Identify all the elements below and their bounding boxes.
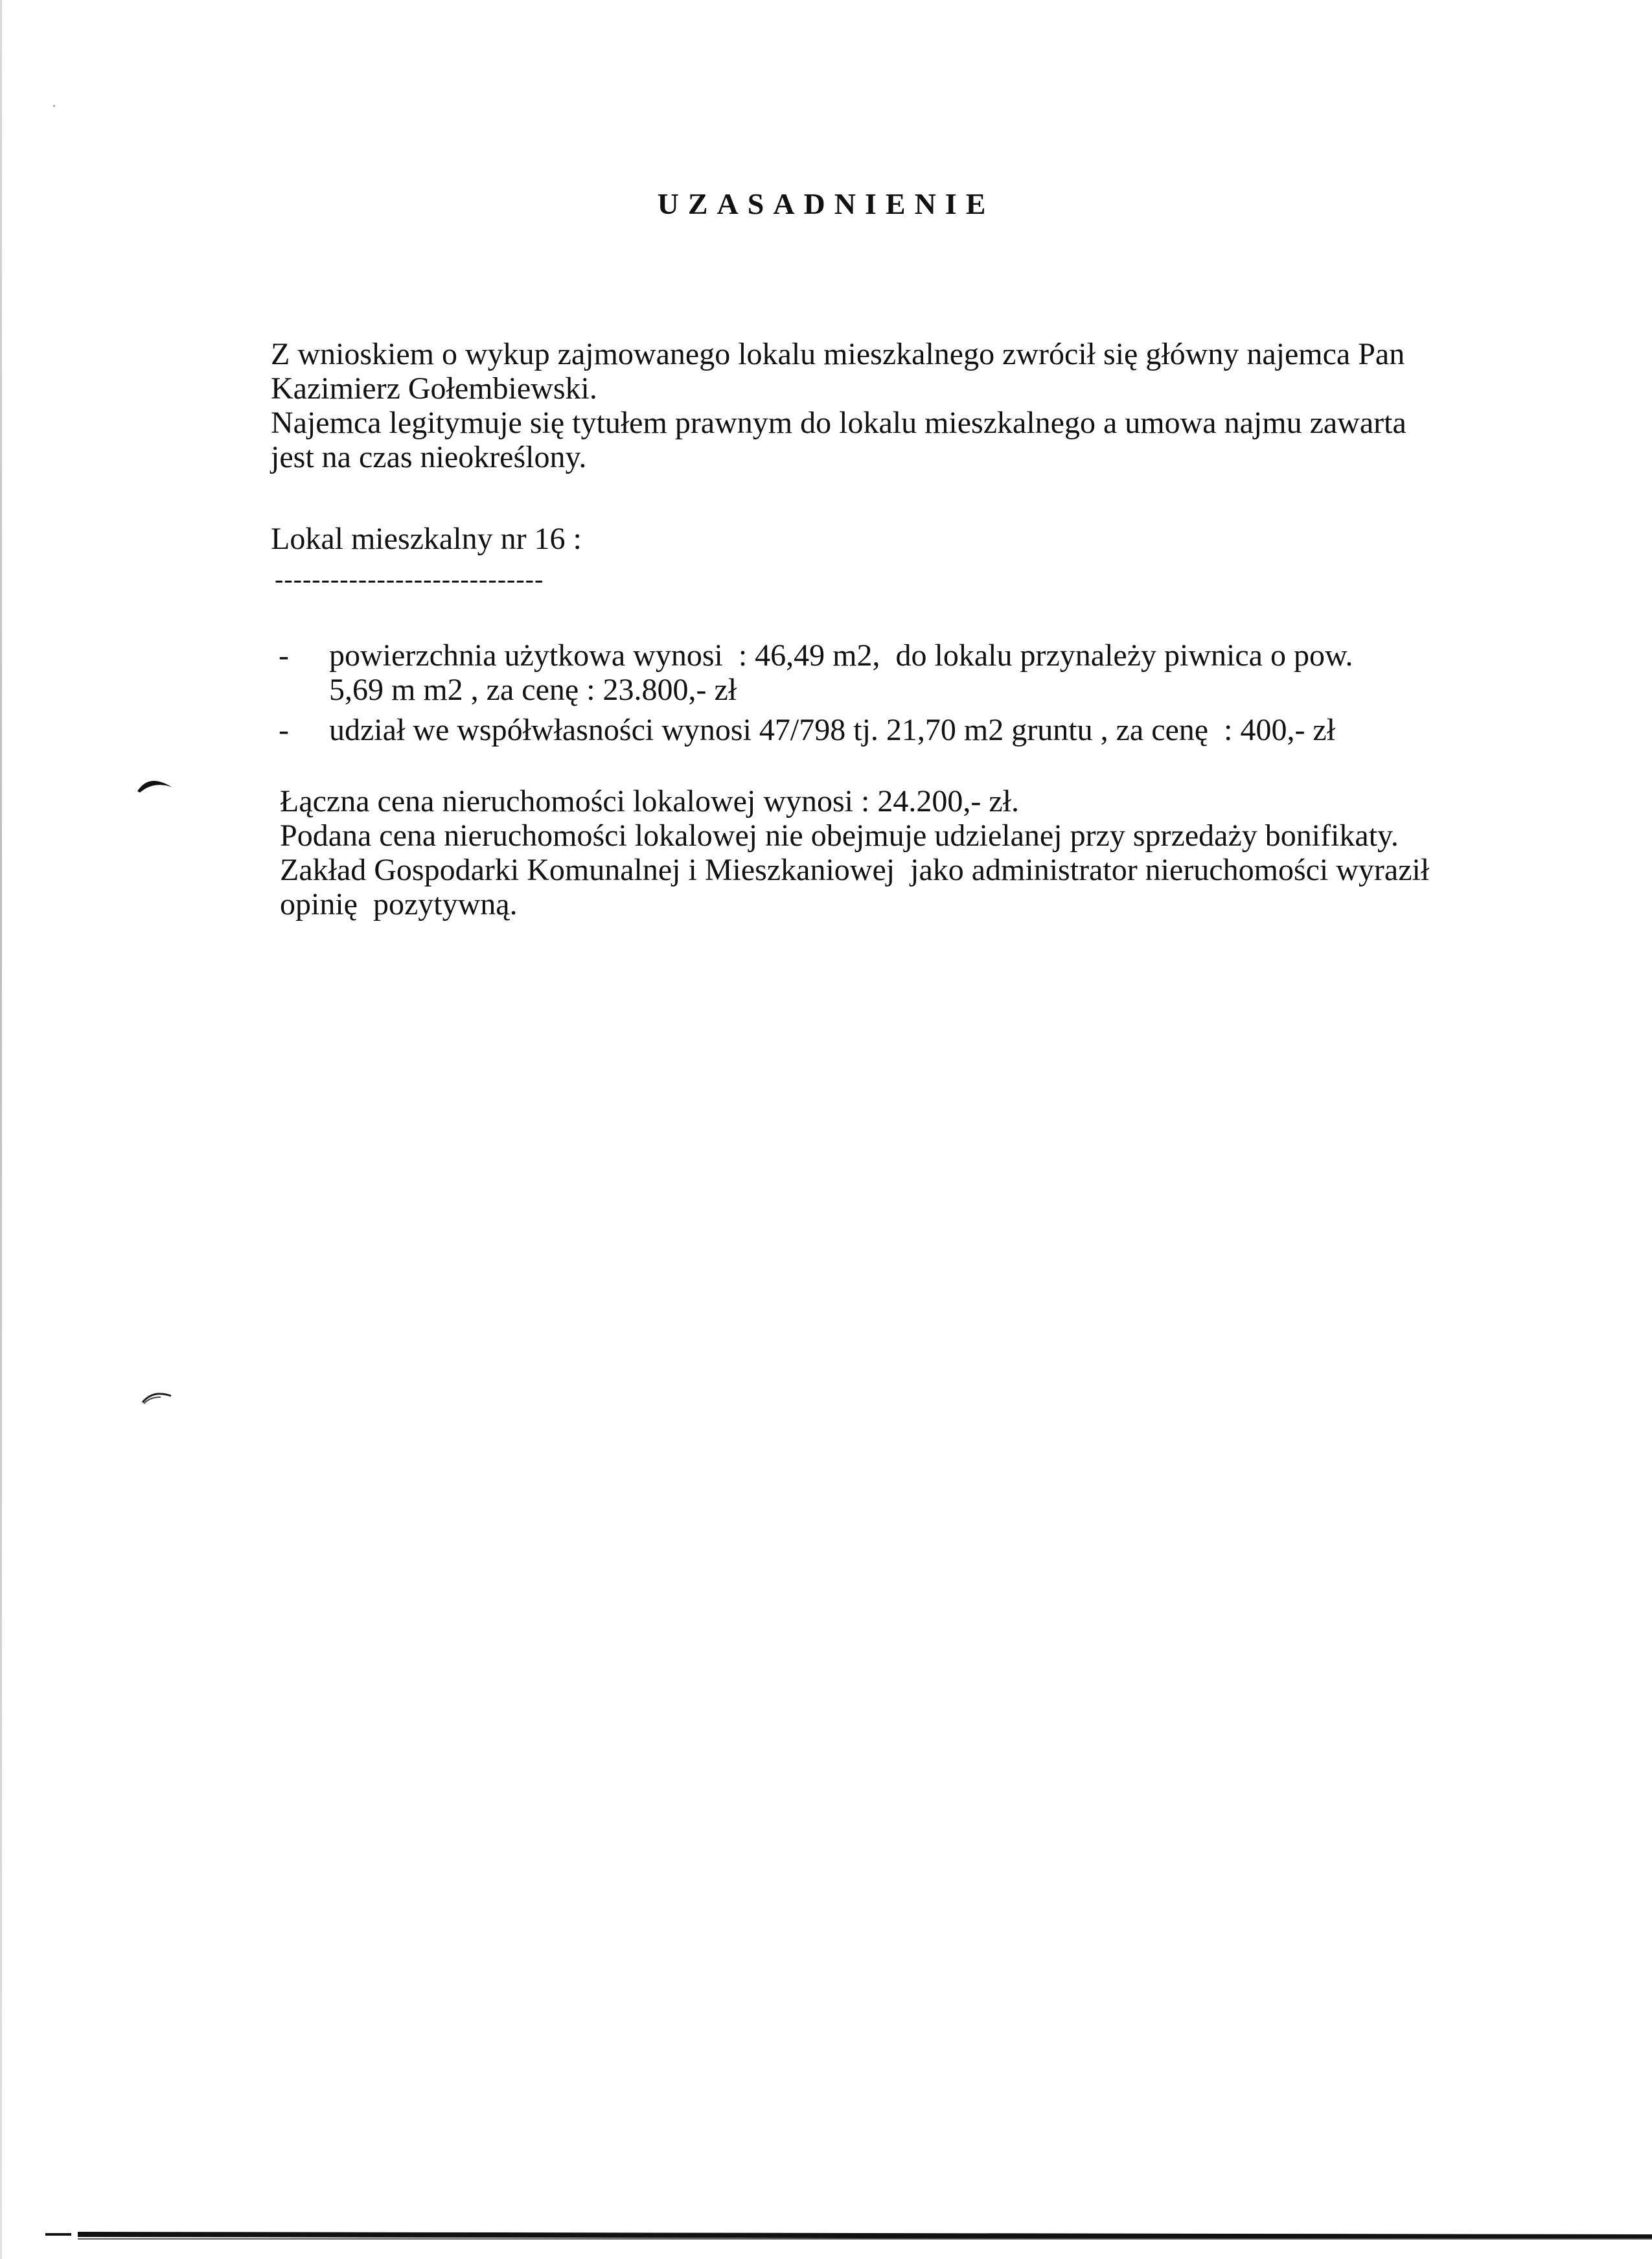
list-item-text: powierzchnia użytkowa wynosi : 46,49 m2, do lokalu przynależy piwnica o pow. 5,69 m m2 , za cenę : 23.800,- zł xyxy=(329,638,1353,707)
document-title: UZASADNIENIE xyxy=(657,187,995,220)
list-bullet: - xyxy=(279,638,289,673)
scan-speck xyxy=(53,105,55,107)
intro-paragraph: Z wnioskiem o wykup zajmowanego lokalu mieszkalnego zwrócił się główny najemca Pan Kazimierz Gołembiewski. Najemca legitymuje się tytułem prawnym do lokalu mieszkalnego a umowa najmu zawarta jest na czas nieokreślony. xyxy=(271,337,1406,474)
summary-paragraph: Łączna cena nieruchomości lokalowej wynosi : 24.200,- zł. Podana cena nieruchomości lokalowej nie obejmuje udzielanej przy sprzedaży bonifikaty. Zakład Gospodarki Komunalnej i Mieszkaniowej jako administrator nieruchomości wyraził opinię pozytywną. xyxy=(280,784,1430,921)
lokal-heading: Lokal mieszkalny nr 16 : xyxy=(271,522,582,556)
scan-bottom-rule xyxy=(45,2228,1652,2247)
hole-punch-mark-icon xyxy=(136,774,175,794)
list-item-text: udział we współwłasności wynosi 47/798 tj. 21,70 m2 gruntu , za cenę : 400,- zł xyxy=(329,713,1336,747)
list-bullet: - xyxy=(279,713,289,747)
heading-underline: ----------------------------- xyxy=(275,564,544,594)
hole-punch-mark-icon xyxy=(141,1387,174,1406)
scan-left-edge xyxy=(0,0,2,2259)
